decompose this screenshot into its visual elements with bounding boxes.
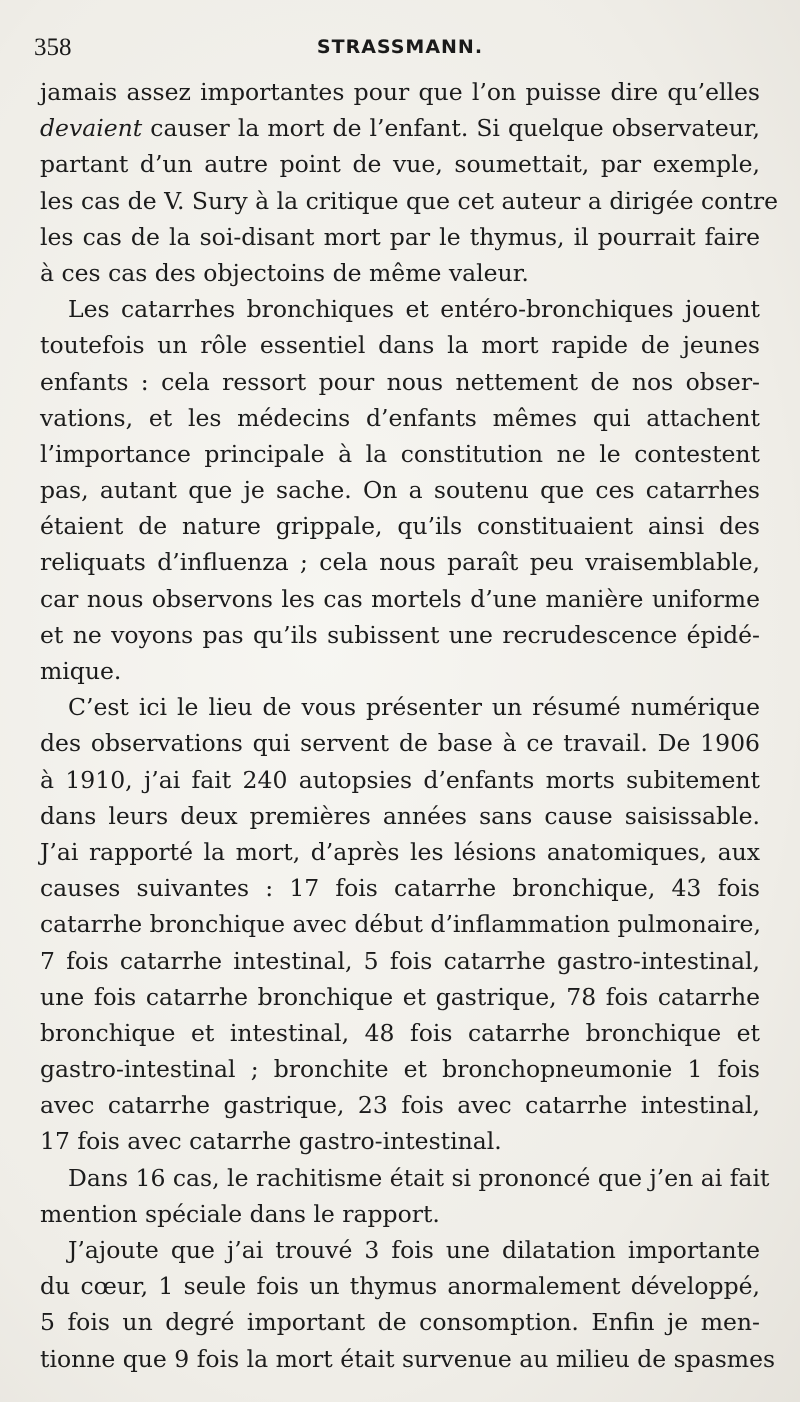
text-line: Les catarrhes bronchiques et entéro-bronchiques jouent xyxy=(68,295,760,324)
text-line: bronchique et intestinal, 48 fois catarrhe bronchique et xyxy=(40,1018,760,1047)
paragraph xyxy=(40,689,760,1159)
text-line-rest: causer la mort de l’enfant. Si quelque observateur, xyxy=(142,114,760,143)
text-line: du cœur, 1 seule fois un thymus anormalement développé, xyxy=(40,1272,760,1301)
text-line xyxy=(40,110,760,146)
paragraph xyxy=(40,291,760,689)
paragraph xyxy=(40,74,779,291)
text-line: 7 fois catarrhe intestinal, 5 fois catarrhe gastro-intestinal, xyxy=(40,946,760,975)
text-line: causes suivantes : 17 fois catarrhe bronchique, 43 fois xyxy=(40,874,760,903)
page-header xyxy=(0,34,800,68)
text-line: J’ai rapporté la mort, d’après les lésions anatomiques, aux xyxy=(40,837,760,866)
text-line: pas, autant que je sache. On a soutenu que ces catarrhes xyxy=(40,476,760,505)
text-line: reliquats d’influenza ; cela nous paraît peu vraisemblable, xyxy=(40,548,760,577)
text-line: catarrhe bronchique avec début d’inflammation pulmonaire, xyxy=(40,910,761,939)
text-line: jamais assez importantes pour que l’on puisse dire qu’elles xyxy=(40,78,760,106)
text-line: partant d’un autre point de vue, soumettait, par exemple, xyxy=(40,150,760,179)
text-line: des observations qui servent de base à ce travail. De 1906 xyxy=(40,729,760,758)
text-line: gastro-intestinal ; bronchite et bronchopneumonie 1 fois xyxy=(40,1055,760,1084)
emphasis-word: devaient xyxy=(40,114,143,143)
text-line: les cas de V. Sury à la critique que cet auteur a dirigée contre xyxy=(40,186,779,215)
page-number: 358 xyxy=(34,34,72,61)
text-line: avec catarrhe gastrique, 23 fois avec catarrhe intestinal, xyxy=(40,1091,760,1120)
text-line: mique. xyxy=(40,657,122,685)
body-text xyxy=(40,74,779,1377)
text-line: l’importance principale à la constitution ne le contestent xyxy=(40,439,760,468)
text-line: J’ajoute que j’ai trouvé 3 fois une dilatation importante xyxy=(68,1236,760,1264)
text-line: C’est ici le lieu de vous présenter un résumé numérique xyxy=(68,693,760,722)
text-line: à ces cas des objectoins de même valeur. xyxy=(40,258,529,287)
text-line: étaient de nature grippale, qu’ils constituaient ainsi des xyxy=(40,512,760,541)
text-line: une fois catarrhe bronchique et gastrique, 78 fois catarrhe xyxy=(40,982,760,1011)
text-line: les cas de la soi-disant mort par le thymus, il pourrait faire xyxy=(40,222,760,251)
text-line: dans leurs deux premières années sans cause saisissable. xyxy=(40,801,760,830)
text-line: 5 fois un degré important de consomption. Enfin je men- xyxy=(40,1308,760,1337)
text-line: car nous observons les cas mortels d’une manière uniforme xyxy=(40,584,760,613)
paragraph xyxy=(40,1232,776,1377)
running-head: STRASSMANN. xyxy=(316,36,484,58)
text-line: à 1910, j’ai fait 240 autopsies d’enfants morts subitement xyxy=(40,765,760,794)
text-line: 17 fois avec catarrhe gastro-intestinal. xyxy=(40,1127,502,1156)
text-line: tionne que 9 fois la mort était survenue au milieu de spasmes xyxy=(40,1344,776,1373)
text-line: toutefois un rôle essentiel dans la mort rapide de jeunes xyxy=(40,331,760,360)
text-line: et ne voyons pas qu’ils subissent une recrudescence épidé- xyxy=(40,620,760,649)
paragraph xyxy=(40,1160,770,1232)
text-line: vations, et les médecins d’enfants mêmes qui attachent xyxy=(40,403,760,432)
text-line: Dans 16 cas, le rachitisme était si prononcé que j’en ai fait xyxy=(68,1163,770,1192)
text-line: mention spéciale dans le rapport. xyxy=(40,1199,440,1228)
text-line: enfants : cela ressort pour nous nettement de nos obser- xyxy=(40,367,760,396)
